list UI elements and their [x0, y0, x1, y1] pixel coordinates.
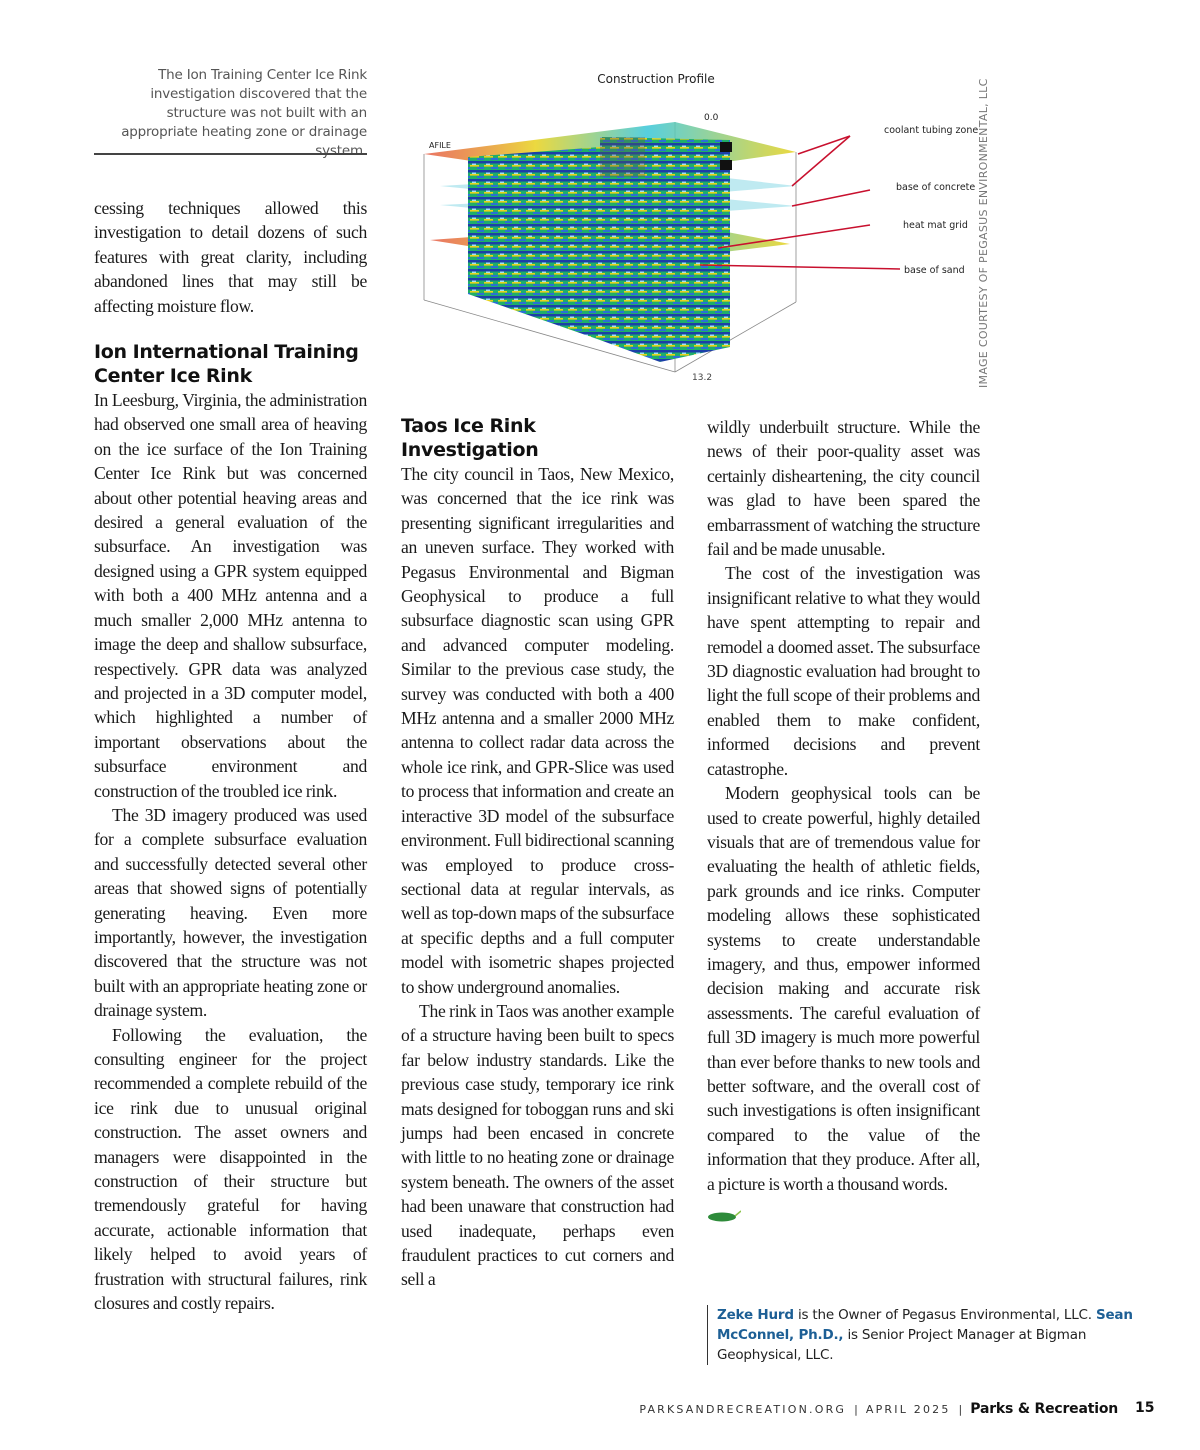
author-name: Sean McConnel, Ph.D., — [717, 1307, 1133, 1343]
paragraph: Following the evaluation, the consulting engineer for the project recommended a complete rebuild of the ice rink due to unusual original construction. The asset owners and managers were disappointed in the construction of their structure but tremendously grateful for having accurate, actionable information that likely helped to avoid years of frustration with structural failures, rink closures and costly repairs. — [94, 1024, 367, 1314]
label-base-of-sand: base of sand — [904, 265, 965, 276]
author-bio-text: is Senior Project Manager at Bigman Geophysical, LLC. — [717, 1327, 1087, 1363]
footer-site: PARKSANDRECREATION.ORG — [639, 1403, 847, 1416]
label-base-of-concrete: base of concrete — [896, 182, 976, 193]
paragraph: The 3D imagery produced was used for a complete subsurface evaluation and successfully detected several other areas that showed signs of potentially generating heaving. Even more importantly, however, the investigation discovered that the structure was not built with an appropriate heating zone or drainage system. — [94, 804, 367, 1021]
author-bio — [707, 1305, 1137, 1365]
image-credit: IMAGE COURTESY OF PEGASUS ENVIRONMENTAL, LLC — [977, 78, 990, 388]
label-coolant-tubing-zone: coolant tubing zone — [884, 125, 979, 136]
paragraph: Modern geophysical tools can be used to create powerful, highly detailed visuals that are of tremendous value for evaluating the health of athletic fields, park grounds and ice rinks. Computer modeling allows these sophisticated systems to create understandable imagery, and thus, empower informed decision making and accurate risk assessments. The careful evaluation of full 3D imagery is much more powerful than ever before thanks to new tools and better software, and the overall cost of such investigations is often insignificant compared to the value of the information that they produce. After all, a picture is worth a thousand words. — [707, 783, 980, 1194]
footer-separator: | — [958, 1403, 963, 1416]
paragraph: The city council in Taos, New Mexico, was concerned that the ice rink was presenting significant irregularities and an uneven surface. They worked with Pegasus Environmental and Bigman Geophysical to produce a full subsurface diagnostic scan using GPR and advanced computer modeling. Similar to the previous case study, the survey was conducted with both a 400 MHz antenna and a smaller 2000 MHz antenna to collect radar data across the whole ice rink, and GPR-Slice was used to process that information and create an interactive 3D model of the subsurface environment. Full bidirectional scanning was employed to produce cross-sectional data at regular intervals, as well as top-down maps of the subsurface at specific depths and a full computer model with isometric shapes projected to show underground anomalies. — [401, 464, 674, 997]
footer-magazine: Parks & Recreation — [970, 1401, 1118, 1417]
figure-title: Construction Profile — [597, 72, 715, 86]
gpr-3d-model-image — [400, 62, 1000, 392]
axis-bottom-label: 13.2 — [692, 373, 713, 383]
leaf-end-mark-icon — [707, 1204, 741, 1216]
footer-date: APRIL 2025 — [865, 1403, 951, 1416]
paragraph: The rink in Taos was another example of a structure having been built to specs far below industry standards. Like the previous case study, temporary ice rink mats designed for toboggan runs and ski jumps had been encased in concrete with little to no heating zone or drainage system beneath. The owners of the asset had been unaware that construction had used inadequate, perhaps even fraudulent practices to cut corners and sell a — [401, 1000, 674, 1290]
axis-name-label: AFILE — [429, 141, 451, 150]
paragraph: The cost of the investigation was insignificant relative to what they would have spent attempting to repair and remodel a doomed asset. The subsurface 3D diagnostic evaluation had brought to light the full scope of their problems and enabled them to make confident, informed decisions and prevent catastrophe. — [707, 563, 980, 779]
paragraph: wildly underbuilt structure. While the news of their poor-quality asset was certainly disheartening, the city council was glad to have been spared the embarrassment of watching the structure fail and be made unusable. — [707, 417, 980, 560]
author-name: Zeke Hurd — [717, 1307, 794, 1323]
paragraph: In Leesburg, Virginia, the administration had observed one small area of heaving on the ice surface of the Ion Training Center Ice Rink but was concerned about other potential heaving areas and desired a general evaluation of the subsurface. An investigation was designed using a GPR system equipped with both a 400 MHz antenna and a much smaller 2,000 MHz antenna to image the deep and shallow subsurface, respectively. GPR data was analyzed and projected in a 3D computer model, which highlighted a number of important observations about the subsurface environment and construction of the troubled ice rink. — [94, 390, 367, 801]
caption-divider — [94, 153, 367, 155]
figure-caption: The Ion Training Center Ice Rink investigation discovered that the structure was not built with an appropriate heating zone or drainage system. — [121, 67, 367, 159]
column-1 — [94, 196, 367, 1315]
author-bio-text: is the Owner of Pegasus Environmental, LLC. — [793, 1307, 1096, 1323]
section-heading-ion: Ion International Training Center Ice Rink — [94, 341, 359, 388]
construction-profile-figure — [400, 62, 1000, 392]
axis-top-label: 0.0 — [704, 113, 719, 123]
footer-separator: | — [854, 1403, 858, 1416]
label-heat-mat-grid: heat mat grid — [903, 220, 968, 231]
page-number: 15 — [1135, 1400, 1155, 1416]
page-footer — [639, 1401, 1118, 1417]
intro-paragraph: cessing techniques allowed this investigation to detail dozens of such features with great clarity, including abandoned lines that may still be affecting moisture flow. — [94, 198, 367, 316]
column-2 — [401, 414, 674, 1292]
section-heading-taos: Taos Ice Rink Investigation — [401, 415, 539, 461]
column-3 — [707, 415, 980, 1220]
